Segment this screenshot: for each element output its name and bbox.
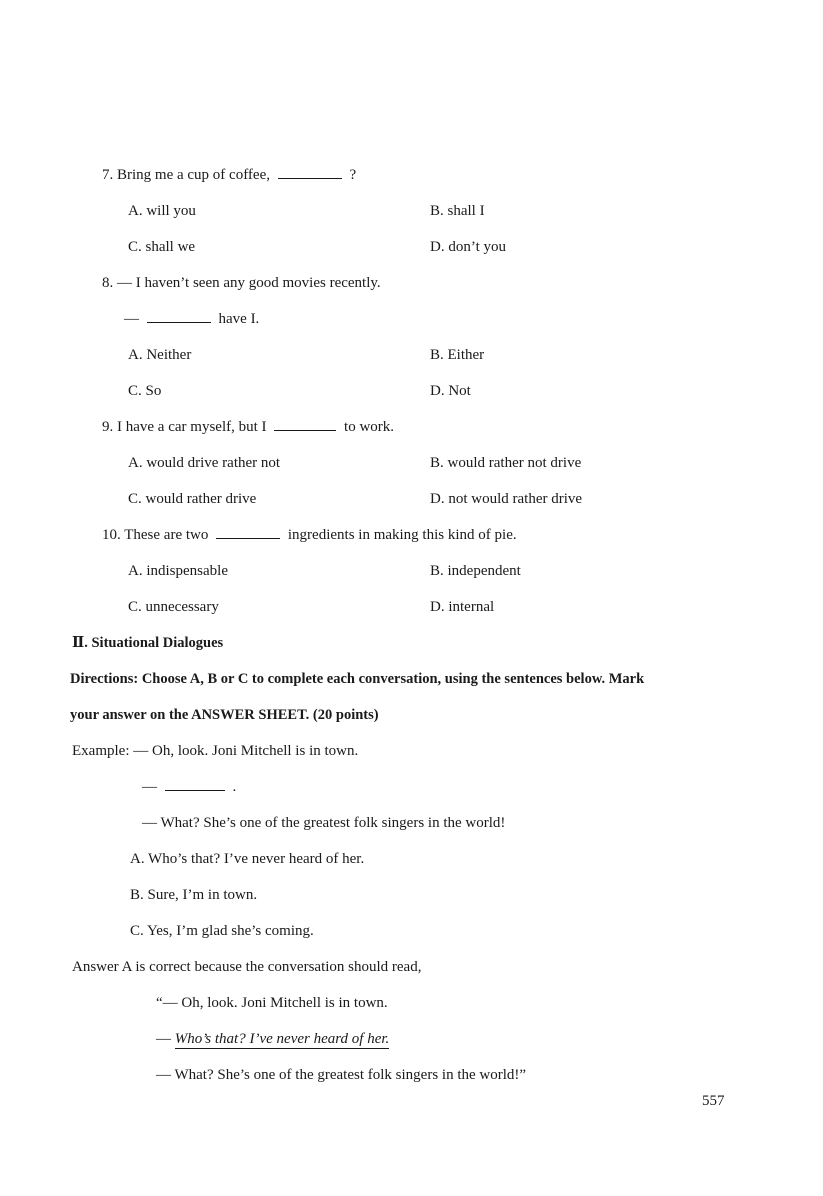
answer-blank [165, 778, 225, 791]
option-letter: D. [430, 239, 445, 255]
directions-line-1: Directions: Choose A, B or C to complete each conversation, using the sentences below. Mark [70, 671, 645, 687]
question-8-stem [102, 274, 381, 292]
answer-blank [278, 166, 342, 179]
option-text: don’t you [448, 239, 506, 255]
option-a [128, 346, 191, 364]
option-d [430, 238, 506, 256]
read-line-1: “— Oh, look. Joni Mitchell is in town. [156, 995, 388, 1011]
option-a [128, 202, 196, 220]
option-letter: C. [128, 383, 142, 399]
option-text: would rather drive [145, 491, 257, 507]
question-text: ingredients in making this kind of pie. [287, 527, 517, 543]
option-text: internal [448, 599, 495, 615]
option-letter: A. [128, 203, 143, 219]
read-line-3: — What? She’s one of the greatest folk singers in the world!” [156, 1067, 527, 1083]
example-line-1 [72, 742, 358, 760]
option-text: would drive rather not [146, 455, 281, 471]
question-text: have I. [218, 311, 260, 327]
option-letter: C. [128, 599, 142, 615]
read-line-2 [156, 1030, 389, 1048]
option-text: Neither [146, 347, 192, 363]
option-text: would rather not drive [447, 455, 582, 471]
section-heading: Ⅱ. Situational Dialogues [72, 635, 224, 651]
question-number: 7. [102, 167, 114, 183]
option-letter: B. [430, 563, 444, 579]
option-c [128, 598, 219, 616]
question-8-response [124, 310, 259, 328]
example-line-3: — What? She’s one of the greatest folk singers in the world! [142, 815, 506, 831]
dialogue-dash: — [142, 779, 157, 795]
option-b [430, 346, 484, 364]
option-c [128, 490, 256, 508]
answer-blank [274, 418, 336, 431]
option-text: shall we [145, 239, 196, 255]
option-text: independent [447, 563, 521, 579]
question-number: 10. [102, 527, 121, 543]
directions-line-2: your answer on the ANSWER SHEET. (20 points) [70, 707, 379, 723]
option-text: Either [447, 347, 485, 363]
option-text: unnecessary [145, 599, 219, 615]
question-text: ? [349, 167, 357, 183]
option-c [128, 238, 195, 256]
question-9-stem [102, 418, 394, 436]
option-d [430, 490, 582, 508]
option-letter: C. [128, 239, 142, 255]
question-number: 8. [102, 275, 114, 291]
question-text: — I haven’t seen any good movies recently. [117, 275, 381, 291]
answer-blank [147, 310, 211, 323]
option-text: indispensable [146, 563, 228, 579]
answer-blank [216, 526, 280, 539]
dialogue-text: — Oh, look. Joni Mitchell is in town. [133, 743, 359, 759]
example-line-2 [142, 778, 236, 796]
question-10-stem [102, 526, 517, 544]
option-c [128, 382, 161, 400]
option-text: will you [146, 203, 196, 219]
option-a [128, 562, 228, 580]
page-number: 557 [702, 1093, 725, 1109]
option-b [430, 202, 485, 220]
example-option-b: B. Sure, I’m in town. [130, 887, 258, 903]
question-text: Bring me a cup of coffee, [117, 167, 270, 183]
option-b [430, 454, 581, 472]
question-number: 9. [102, 419, 114, 435]
example-label: Example: [72, 743, 130, 759]
option-letter: A. [128, 347, 143, 363]
option-letter: D. [430, 383, 445, 399]
example-option-a: A. Who’s that? I’ve never heard of her. [130, 851, 365, 867]
option-b [430, 562, 521, 580]
option-text: Not [448, 383, 471, 399]
dialogue-dash: — [124, 311, 139, 327]
question-text: These are two [124, 527, 209, 543]
option-d [430, 598, 494, 616]
option-text: shall I [447, 203, 485, 219]
answer-explanation: Answer A is correct because the conversation should read, [72, 959, 422, 975]
example-option-c: C. Yes, I’m glad she’s coming. [130, 923, 314, 939]
question-7-stem [102, 166, 356, 184]
option-d [430, 382, 471, 400]
option-letter: C. [128, 491, 142, 507]
option-letter: A. [128, 455, 143, 471]
correct-answer-text: Who’s that? I’ve never heard of her. [174, 1031, 390, 1047]
option-letter: B. [430, 347, 444, 363]
option-a [128, 454, 280, 472]
dialogue-dash: — [156, 1031, 171, 1047]
question-text: I have a car myself, but I [117, 419, 267, 435]
option-letter: A. [128, 563, 143, 579]
option-text: not would rather drive [448, 491, 583, 507]
dialogue-text: . [232, 779, 237, 795]
question-text: to work. [344, 419, 395, 435]
option-letter: D. [430, 491, 445, 507]
option-letter: D. [430, 599, 445, 615]
option-text: So [145, 383, 162, 399]
option-letter: B. [430, 455, 444, 471]
option-letter: B. [430, 203, 444, 219]
